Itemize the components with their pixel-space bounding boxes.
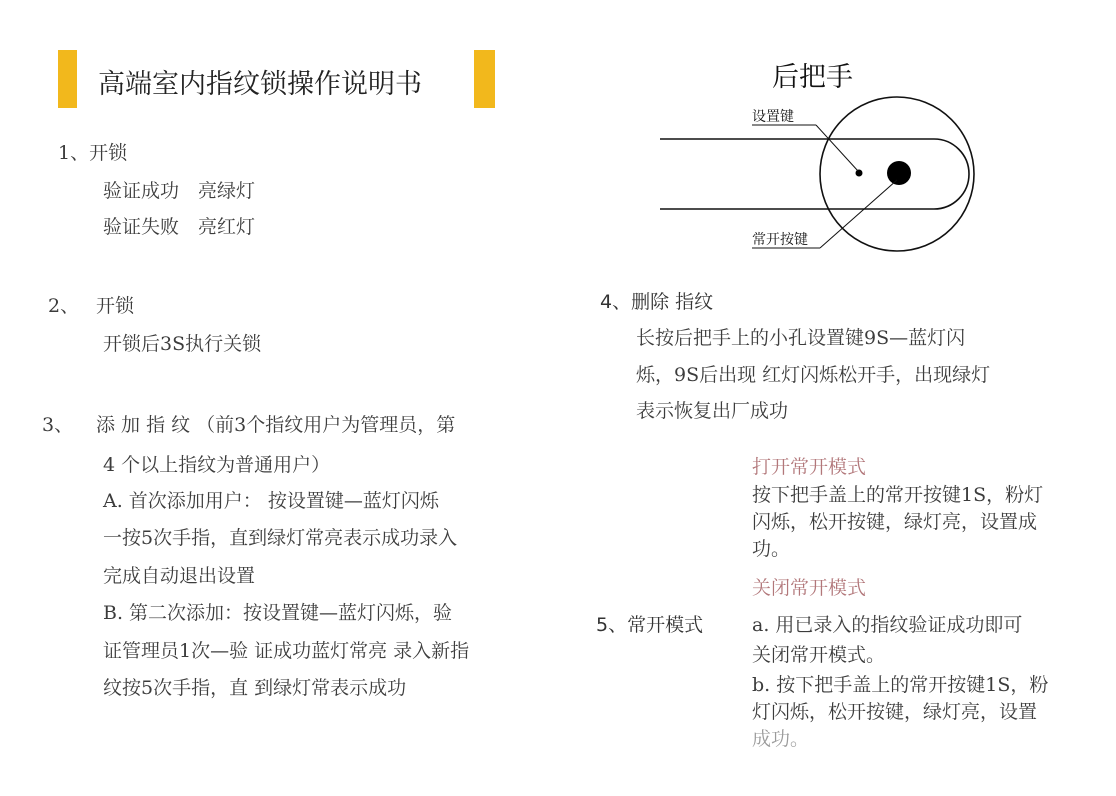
- section-3-a-line-2: 一按5次手指，直到绿灯常亮表示成功录入: [103, 527, 458, 549]
- section-5-heading: 5、常开模式: [596, 614, 704, 636]
- section-4-line-1: 长按后把手上的小孔设置键9S—蓝灯闪: [636, 327, 966, 349]
- section-2-heading: 开锁: [96, 295, 135, 317]
- normally-open-key-label: 常开按键: [752, 232, 808, 248]
- handle-bar: [660, 139, 969, 209]
- section-3-b-line-2: 证管理员1次—验 证成功蓝灯常亮 录入新指: [103, 640, 470, 662]
- open-mode-line-3: 功。: [752, 538, 791, 560]
- section-1-line-2: 验证失败 亮红灯: [103, 216, 256, 238]
- section-3-number: 3、: [42, 414, 74, 436]
- section-4-heading: 4、删除 指纹: [600, 291, 714, 313]
- section-3-a-line-3: 完成自动退出设置: [103, 565, 256, 587]
- close-mode-b-line-1: b. 按下把手盖上的常开按键1S，粉: [752, 674, 1049, 696]
- section-1-line-1: 验证成功 亮绿灯: [103, 180, 256, 202]
- open-mode-title: 打开常开模式: [752, 456, 867, 478]
- close-mode-a-line-1: a. 用已录入的指纹验证成功即可: [752, 614, 1023, 636]
- rear-handle-diagram: [640, 85, 1000, 265]
- open-mode-line-2: 闪烁，松开按键，绿灯亮，设置成: [752, 511, 1038, 533]
- section-3-a-line-1: A. 首次添加用户： 按设置键—蓝灯闪烁: [103, 490, 439, 512]
- section-4-line-3: 表示恢复出厂成功: [636, 400, 789, 422]
- section-3-line-2: 4 个以上指纹为普通用户）: [103, 454, 331, 476]
- section-3-b-line-3: 纹按5次手指，直 到绿灯常表示成功: [103, 677, 407, 699]
- normally-open-key-button: [887, 161, 911, 185]
- title-left-bar: [58, 50, 77, 108]
- open-mode-line-1: 按下把手盖上的常开按键1S，粉灯: [752, 484, 1044, 506]
- set-key-leader-diag: [816, 125, 858, 171]
- close-mode-b-line-2: 灯闪烁，松开按键，绿灯亮，设置: [752, 701, 1038, 723]
- set-key-label: 设置键: [752, 109, 794, 125]
- section-2-number: 2、: [48, 295, 80, 317]
- close-mode-title: 关闭常开模式: [752, 577, 867, 599]
- title-right-bar: [474, 50, 495, 108]
- section-4-line-2: 烁，9S后出现 红灯闪烁松开手，出现绿灯: [636, 364, 991, 386]
- section-2-line-1: 开锁后3S执行关锁: [103, 333, 262, 355]
- page-title: 高端室内指纹锁操作说明书: [98, 69, 422, 100]
- section-1-heading: 1、开锁: [58, 142, 128, 164]
- section-3-heading: 添 加 指 纹 （前3个指纹用户为管理员，第: [96, 414, 456, 436]
- section-3-b-line-1: B. 第二次添加：按设置键—蓝灯闪烁，验: [103, 602, 453, 624]
- diagram-title: 后把手: [772, 62, 853, 93]
- close-mode-a-line-2: 关闭常开模式。: [752, 644, 886, 666]
- close-mode-b-line-3: 成功。: [752, 728, 810, 750]
- set-key-hole: [856, 170, 863, 177]
